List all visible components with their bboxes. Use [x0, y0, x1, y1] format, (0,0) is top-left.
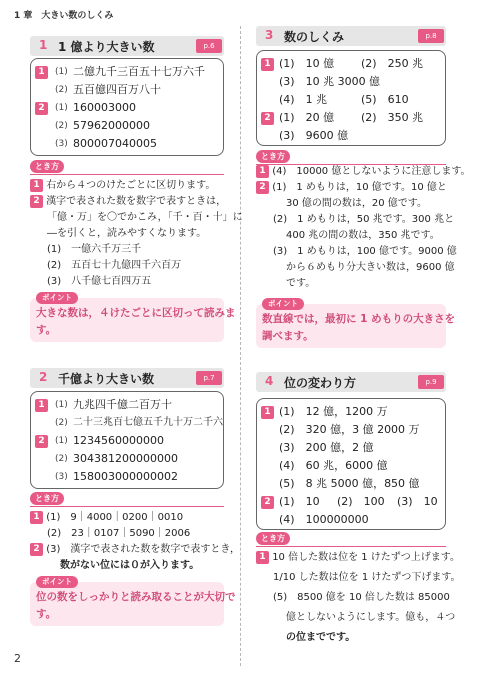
column-divider [240, 26, 241, 666]
explain-line: 億としないようにします。億も，４つ [286, 612, 456, 623]
point-tag: ポイント [262, 298, 304, 310]
answer-sub: (2) [55, 454, 68, 464]
answer-text: (2) 100 [337, 495, 385, 508]
explain-line: (2) 23｜0107｜5090｜2006 [47, 528, 191, 539]
section-3-number: 3 [265, 28, 274, 42]
point-line: 位の数をしっかりと読み取ることが大切で [36, 591, 236, 603]
answer-text: 57962000000 [73, 119, 150, 132]
answer-sub: (2) [55, 418, 68, 428]
section-4-number: 4 [265, 374, 274, 388]
page-number: 2 [14, 652, 21, 665]
point-line: 数直線では，最初に 1 めもりの大きさを [262, 313, 456, 325]
section-1-number: 1 [39, 38, 48, 52]
answer-mark: 1 [261, 406, 274, 419]
explain-line: 数がない位には０が入ります。 [60, 560, 200, 571]
explain-line: 右から４つのけたごとに区切ります。 [46, 180, 216, 191]
explain-line: (2) 1 めもりは，50 兆です。300 兆と [273, 214, 455, 225]
explain-line: 漢字で表された数を数字で表すときは， [46, 196, 227, 207]
answer-text: 800007040005 [73, 137, 157, 150]
section-1-header [30, 36, 224, 56]
answer-text: 九兆四千億二百万十 [73, 398, 172, 411]
answer-mark: 2 [35, 102, 48, 115]
answer-text: (3) 200 億，2 億 [279, 441, 374, 454]
answer-text: (1) 10 億 [279, 57, 335, 70]
answer-text: 二億九千三百五十七万六千 [73, 65, 205, 78]
explain-mark: 1 [256, 165, 269, 178]
section-1-point-box [30, 293, 236, 342]
explain-line: から６めもり分大きい数は，9600 億 [286, 262, 455, 273]
explain-line: 30 億の間の数は，20 億です。 [286, 198, 428, 209]
explain-line: ―を引くと，読みやすくなります。 [47, 228, 207, 239]
section-2-point-box [30, 577, 236, 626]
section-3-answer-box [256, 50, 446, 146]
section-1-explanation [30, 178, 243, 290]
tokikata-line [256, 546, 446, 547]
answer-text: (4) 1 兆 [279, 93, 328, 106]
chapter-heading: 1 章 大きい数のしくみ [14, 11, 114, 21]
explain-line: (3) 1 めもりは，100 億です。9000 億 [273, 246, 457, 257]
section-2-page-badge: p.7 [196, 371, 222, 385]
point-line: 大きな数は，４けたごとに区切って読みま [36, 307, 236, 319]
section-3-page-badge: p.8 [418, 29, 444, 43]
point-line: す。 [36, 608, 57, 620]
explain-mark: 1 [30, 179, 43, 192]
answer-sub: (3) [55, 472, 68, 482]
answer-mark: 1 [35, 399, 48, 412]
answer-sub: (3) [55, 139, 68, 149]
explain-mark: 1 [30, 511, 43, 524]
section-2-header [30, 368, 224, 388]
section-4-header [256, 372, 446, 392]
explain-mark: 1 [256, 551, 269, 564]
answer-sub: (1) [55, 436, 68, 446]
answer-text: (3) 10 兆 3000 億 [279, 75, 381, 88]
point-line: す。 [36, 324, 57, 336]
explain-line: (1) 1 めもりは，10 億です。10 億と [272, 182, 447, 193]
tokikata-tag: とき方 [30, 160, 64, 173]
answer-mark: 1 [261, 58, 274, 71]
explain-line: (2) 五百七十九億四千六百万 [47, 260, 182, 271]
answer-text: (3) 10 [397, 495, 438, 508]
explain-mark: 2 [30, 543, 43, 556]
answer-mark: 1 [35, 66, 48, 79]
tokikata-tag: とき方 [256, 150, 290, 163]
answer-sub: (1) [55, 400, 68, 410]
explain-mark: 2 [256, 181, 269, 194]
explain-line: (4) 10000 億としないように注意します。 [272, 166, 471, 177]
answer-text: (5) 610 [361, 93, 409, 106]
answer-sub: (1) [55, 103, 68, 113]
answer-mark: 2 [261, 112, 274, 125]
section-4-page-badge: p.9 [418, 375, 444, 389]
answer-text: 二十三兆百七億五千九十万二千六 [73, 417, 223, 428]
section-1-answer-box [30, 58, 224, 156]
answer-text: (1) 12 億，1200 万 [279, 405, 388, 418]
explain-line: の位までです。 [286, 632, 356, 643]
section-3-explanation [256, 164, 471, 292]
answer-text: 160003000 [73, 101, 136, 114]
explain-line: です。 [286, 278, 316, 289]
point-tag: ポイント [36, 292, 78, 304]
section-3-title: 数のしくみ [284, 30, 345, 44]
section-4-title: 位の変わり方 [284, 376, 357, 390]
explain-line: (3) 八千億七百四万五 [47, 276, 152, 287]
explain-line: 1/10 した数は位を 1 けたずつ下げます。 [273, 572, 461, 583]
tokikata-tag: とき方 [30, 492, 64, 505]
section-4-explanation [256, 548, 461, 648]
section-1-page-badge: p.6 [196, 39, 222, 53]
point-tag: ポイント [36, 576, 78, 588]
explain-line: 400 兆の間の数は，350 兆です。 [286, 230, 440, 241]
answer-sub: (2) [55, 121, 68, 131]
explain-line: (1) 一億六千万三千 [47, 244, 142, 255]
answer-text: (5) 8 兆 5000 億，850 億 [279, 477, 420, 490]
tokikata-line [30, 506, 224, 507]
answer-mark: 2 [35, 435, 48, 448]
answer-text: (2) 320 億，3 億 2000 万 [279, 423, 420, 436]
answer-text: (2) 250 兆 [361, 57, 424, 70]
answer-text: (4) 60 兆，6000 億 [279, 459, 388, 472]
section-2-answer-box [30, 391, 224, 489]
answer-text: 五百億四百万八十 [73, 83, 161, 96]
tokikata-line [30, 174, 224, 175]
answer-text: (1) 20 億 [279, 111, 335, 124]
tokikata-tag: とき方 [256, 532, 290, 545]
section-4-answer-box [256, 398, 446, 530]
explain-line: (3) 漢字で表された数を数字で表すとき， [46, 544, 240, 555]
section-1-title: 1 億より大きい数 [58, 40, 155, 54]
explain-mark: 2 [30, 195, 43, 208]
point-line: 調べます。 [262, 330, 314, 342]
section-3-header [256, 26, 446, 46]
answer-mark: 2 [261, 496, 274, 509]
answer-text: (2) 350 兆 [361, 111, 424, 124]
answer-sub: (2) [55, 85, 68, 95]
answer-text: 1234560000000 [73, 434, 164, 447]
section-2-explanation [30, 510, 240, 574]
explain-line: 「億・万」を〇でかこみ，「千・百・十」に [47, 212, 243, 223]
explain-line: 10 倍した数は位を 1 けたずつ上げます。 [272, 552, 461, 563]
explain-line: (5) 8500 億を 10 倍した数は 85000 [273, 592, 450, 603]
answer-text: 304381200000000 [73, 452, 178, 465]
section-2-title: 千億より大きい数 [58, 372, 155, 386]
answer-text: 158003000000002 [73, 470, 178, 483]
answer-text: (4) 100000000 [279, 513, 369, 526]
answer-text: (3) 9600 億 [279, 129, 349, 142]
section-3-point-box [256, 299, 456, 348]
section-2-number: 2 [39, 370, 48, 384]
answer-text: (1) 10 [279, 495, 320, 508]
answer-sub: (1) [55, 67, 68, 77]
explain-line: (1) 9｜4000｜0200｜0010 [46, 512, 184, 523]
